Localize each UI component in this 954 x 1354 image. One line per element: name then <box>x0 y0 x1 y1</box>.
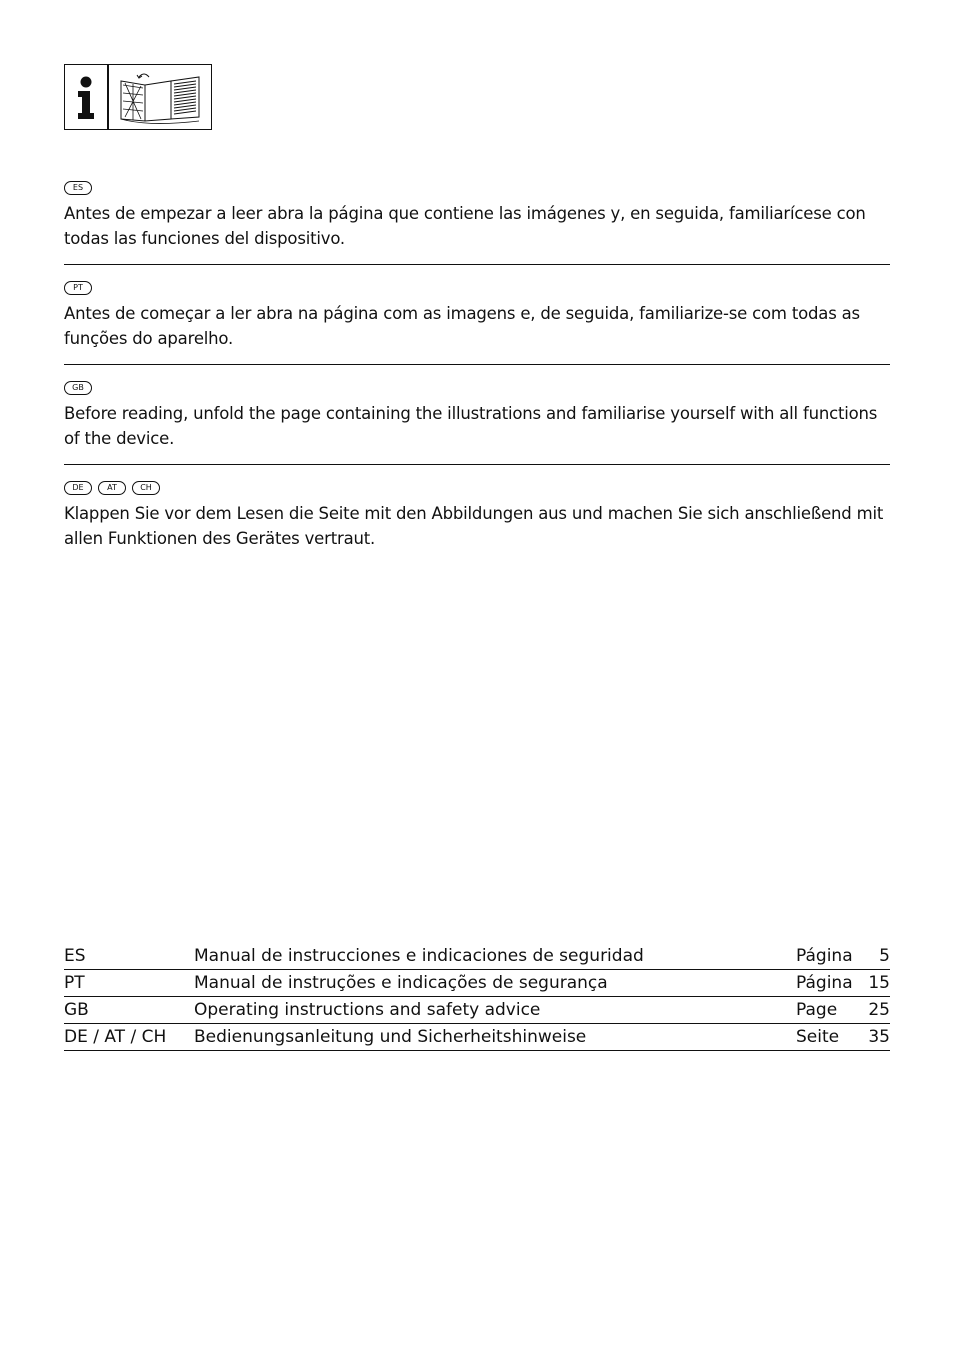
section-text: Antes de empezar a leer abra la página que contiene las imágenes y, en seguida, familiarícese con todas las funciones del dispositivo. <box>64 204 866 248</box>
toc-page-number: 5 <box>856 943 890 970</box>
language-badges <box>64 380 890 396</box>
section-text: Antes de começar a ler abra na página com as imagens e, de seguida, familiarize-se com todas as funções do aparelho. <box>64 304 860 348</box>
language-section-de <box>64 480 890 551</box>
language-badges <box>64 280 890 296</box>
language-badge: CH <box>132 481 160 495</box>
toc-language-code: ES <box>64 943 194 970</box>
unfold-page-icon <box>108 64 212 130</box>
toc-title: Bedienungsanleitung und Sicherheitshinweise <box>194 1024 796 1051</box>
language-badge: PT <box>64 281 92 295</box>
toc-row[interactable] <box>64 997 890 1024</box>
toc-page-label: Página <box>796 970 856 997</box>
section-divider <box>64 364 890 365</box>
toc-page-number: 15 <box>856 970 890 997</box>
language-badge: DE <box>64 481 92 495</box>
table-of-contents <box>64 943 890 1051</box>
toc-language-code: GB <box>64 997 194 1024</box>
toc-title: Operating instructions and safety advice <box>194 997 796 1024</box>
section-text: Klappen Sie vor dem Lesen die Seite mit den Abbildungen aus und machen Sie sich anschließend mit allen Funktionen des Gerätes vertraut. <box>64 504 884 548</box>
language-section-pt <box>64 280 890 351</box>
toc-row[interactable] <box>64 1024 890 1051</box>
toc-page-number: 35 <box>856 1024 890 1051</box>
toc-language-code: DE / AT / CH <box>64 1024 194 1051</box>
toc-language-code: PT <box>64 970 194 997</box>
language-section-es <box>64 180 890 251</box>
toc-row[interactable] <box>64 970 890 997</box>
section-divider <box>64 264 890 265</box>
language-badges <box>64 180 890 196</box>
language-badge: ES <box>64 181 92 195</box>
toc-row[interactable] <box>64 943 890 970</box>
section-text: Before reading, unfold the page containing the illustrations and familiarise yourself with all functions of the device. <box>64 404 878 448</box>
language-badge: GB <box>64 381 92 395</box>
language-badge: AT <box>98 481 126 495</box>
language-section-gb <box>64 380 890 451</box>
toc-page-label: Página <box>796 943 856 970</box>
toc-page-label: Page <box>796 997 856 1024</box>
language-badges <box>64 480 890 496</box>
toc-title: Manual de instruções e indicações de segurança <box>194 970 796 997</box>
toc-title: Manual de instrucciones e indicaciones de seguridad <box>194 943 796 970</box>
toc-page-label: Seite <box>796 1024 856 1051</box>
info-icon <box>64 64 108 130</box>
section-divider <box>64 464 890 465</box>
toc-page-number: 25 <box>856 997 890 1024</box>
